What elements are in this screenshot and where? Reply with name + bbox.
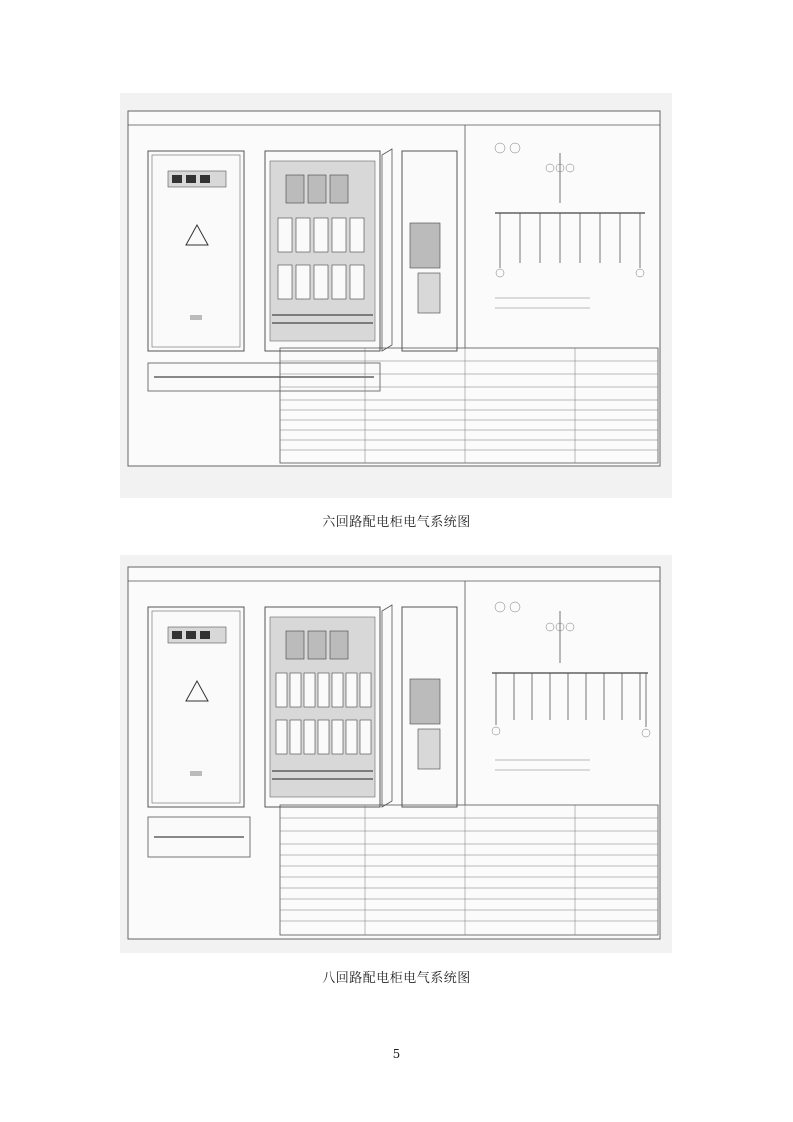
six-circuit-diagram-figure — [120, 93, 672, 498]
figure-caption: 八回路配电柜电气系统图 — [322, 971, 471, 986]
page-number: 5 — [392, 1047, 401, 1061]
cabinet-side-view — [402, 607, 457, 807]
cabinet-front-view — [148, 151, 244, 351]
eight-circuit-drawing — [120, 555, 672, 953]
eight-circuit-diagram-figure — [120, 555, 672, 953]
cabinet-side-view — [402, 151, 457, 351]
six-circuit-drawing — [120, 93, 672, 498]
cabinet-front-view — [148, 607, 244, 807]
cabinet-interior-view — [265, 149, 392, 351]
cabinet-interior-view — [265, 605, 392, 807]
figure-caption: 六回路配电柜电气系统图 — [322, 515, 471, 530]
